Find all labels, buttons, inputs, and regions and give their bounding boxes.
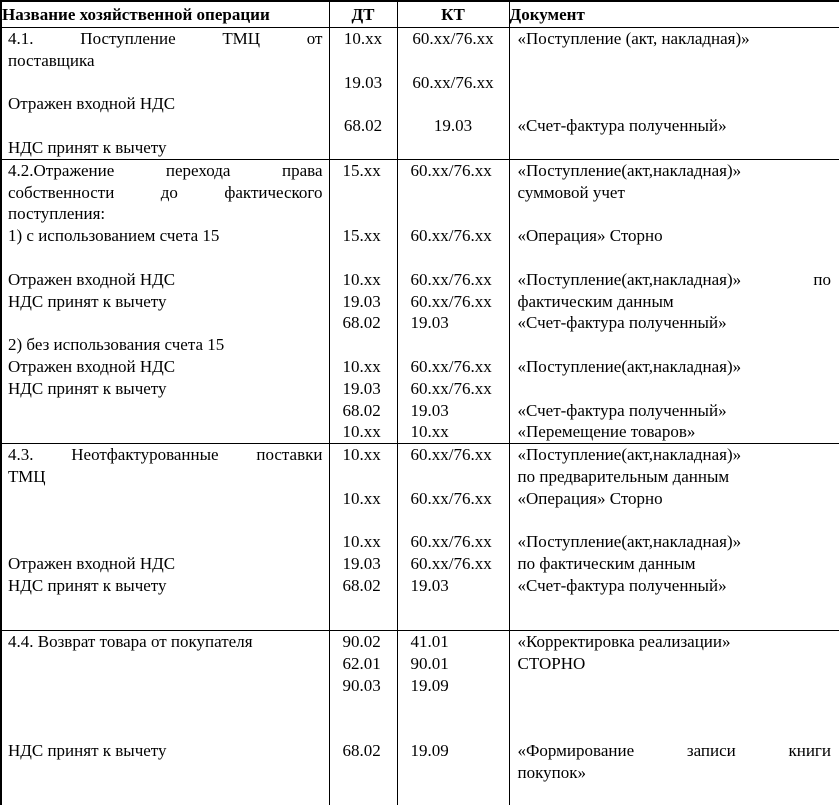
debit-cell (329, 159, 397, 443)
operation-line-word: 4.2.Отражение (8, 160, 115, 180)
header-row (1, 1, 839, 28)
credit-value: 60.xx/76.xx (410, 378, 492, 398)
debit-value (330, 50, 397, 72)
credit-value (398, 93, 509, 115)
document-cell (509, 159, 839, 443)
document-line-word: записи (686, 741, 736, 761)
credit-value (398, 203, 509, 225)
debit-value: 68.02 (343, 116, 383, 136)
document-line (510, 72, 839, 94)
credit-value: 19.09 (410, 741, 449, 761)
operation-line-word: фактического (224, 182, 323, 202)
operation-line (2, 762, 329, 784)
operation-line: Отражен входной НДС (8, 94, 176, 114)
operation-line: НДС принят к вычету (8, 291, 167, 311)
credit-cell (397, 159, 509, 443)
debit-value (330, 510, 397, 532)
document-line: «Счет-фактура полученный» (517, 575, 727, 595)
operation-line-word: права (282, 160, 323, 180)
document-line (510, 203, 839, 225)
debit-value (330, 137, 397, 159)
operation-line: 2) без использования счета 15 (8, 335, 225, 355)
credit-value: 60.xx/76.xx (410, 226, 492, 246)
operation-line-word: собственности (8, 182, 115, 202)
credit-cell (397, 444, 509, 631)
debit-value: 10.xx (342, 488, 381, 508)
section-row-4-2 (1, 159, 839, 443)
credit-value (398, 334, 509, 356)
document-line: «Поступление(акт,накладная)» (517, 445, 742, 465)
credit-value: 60.xx/76.xx (412, 72, 494, 92)
credit-value: 19.09 (410, 675, 449, 695)
operation-line: Отражен входной НДС (8, 554, 176, 574)
credit-cell (397, 631, 509, 805)
debit-value (330, 718, 397, 740)
operation-line: Отражен входной НДС (8, 356, 176, 376)
credit-value: 60.xx/76.xx (410, 532, 492, 552)
debit-cell (329, 28, 397, 160)
document-cell (509, 28, 839, 160)
document-line-word: по (813, 269, 831, 289)
document-line (510, 93, 839, 115)
credit-value: 41.01 (410, 632, 449, 652)
document-line (510, 740, 839, 762)
operation-line (2, 247, 329, 269)
operation-line (2, 182, 329, 204)
credit-value: 19.03 (433, 116, 473, 136)
credit-value (398, 466, 509, 488)
debit-value (330, 334, 397, 356)
document-line: «Поступление(акт,накладная)» (517, 160, 742, 180)
document-line: суммовой учет (517, 182, 625, 202)
document-line (510, 269, 839, 291)
operation-line (2, 115, 329, 137)
operation-line: НДС принят к вычету (8, 575, 167, 595)
credit-value (398, 137, 509, 159)
debit-value: 10.xx (343, 29, 383, 48)
operation-line: поставщика (8, 50, 95, 70)
document-line-word: книги (788, 741, 831, 761)
debit-value: 10.xx (342, 532, 381, 552)
operation-line-word: поставки (256, 445, 323, 465)
credit-value (398, 247, 509, 269)
operation-cell (1, 631, 329, 805)
debit-value (330, 247, 397, 269)
credit-value (398, 718, 509, 740)
operation-line-word: ТМЦ (222, 29, 260, 48)
credit-value (398, 50, 509, 72)
operation-line: ТМЦ (8, 466, 46, 486)
credit-value: 60.xx/76.xx (410, 269, 492, 289)
operation-line: Отражен входной НДС (8, 269, 176, 289)
document-line: «Операция» Сторно (517, 488, 663, 508)
credit-cell (397, 28, 509, 160)
section-row-4-3 (1, 444, 839, 631)
debit-value: 68.02 (342, 400, 381, 420)
debit-cell (329, 631, 397, 805)
debit-value (330, 697, 397, 719)
credit-value: 60.xx/76.xx (410, 488, 492, 508)
operation-line: 1) с использованием счета 15 (8, 226, 220, 246)
section-row-4-1 (1, 28, 839, 160)
debit-value: 19.03 (342, 291, 381, 311)
operation-line (2, 510, 329, 532)
credit-value: 90.01 (410, 653, 449, 673)
document-line-word: «Поступление(акт,накладная)» (517, 269, 742, 289)
credit-value (398, 182, 509, 204)
operation-line: 4.4. Возврат товара от покупателя (8, 632, 253, 652)
credit-value (398, 697, 509, 719)
operation-line (2, 718, 329, 740)
operation-line-word: от (306, 29, 323, 48)
document-line (510, 50, 839, 72)
debit-value: 15.xx (342, 160, 381, 180)
debit-value: 19.03 (343, 72, 383, 92)
operation-line: НДС принят к вычету (8, 741, 167, 761)
debit-value (330, 182, 397, 204)
document-line: «Счет-фактура полученный» (517, 313, 727, 333)
document-line: «Операция» Сторно (517, 226, 663, 246)
debit-value: 90.02 (342, 632, 381, 652)
document-line: СТОРНО (517, 653, 586, 673)
operation-line-word: Неотфактурованные (71, 445, 219, 465)
document-line: «Счет-фактура полученный» (517, 400, 727, 420)
debit-value (330, 466, 397, 488)
debit-value: 10.xx (342, 445, 381, 465)
document-cell (509, 444, 839, 631)
document-line: «Корректировка реализации» (517, 632, 731, 652)
operation-line-word: перехода (165, 160, 231, 180)
document-line (510, 334, 839, 356)
col-header-document: Документ (509, 1, 839, 28)
document-line: «Счет-фактура полученный» (517, 116, 727, 136)
debit-value (330, 93, 397, 115)
operation-line (2, 421, 329, 443)
operation-line: поступления: (8, 204, 106, 224)
col-header-credit: КТ (397, 1, 509, 28)
debit-value: 68.02 (342, 313, 381, 333)
debit-value: 15.xx (342, 226, 381, 246)
operation-line-word: до (160, 182, 178, 202)
operation-line (2, 72, 329, 94)
operation-line (2, 488, 329, 510)
operation-line (2, 312, 329, 334)
debit-value (330, 203, 397, 225)
operation-line (2, 531, 329, 553)
debit-value: 19.03 (342, 378, 381, 398)
credit-value (398, 762, 509, 784)
document-line: фактическим данным (517, 291, 674, 311)
credit-value: 19.03 (410, 313, 449, 333)
debit-cell (329, 444, 397, 631)
document-line: по фактическим данным (517, 554, 696, 574)
operation-line (2, 28, 329, 50)
document-line: «Поступление (акт, накладная)» (517, 29, 750, 48)
document-line (510, 718, 839, 740)
document-line (510, 697, 839, 719)
credit-value: 60.xx/76.xx (410, 356, 492, 376)
credit-value (398, 510, 509, 532)
operation-line: НДС принят к вычету (8, 137, 167, 157)
document-line (510, 675, 839, 697)
operation-cell (1, 444, 329, 631)
credit-value: 60.xx/76.xx (410, 291, 492, 311)
operation-line (2, 400, 329, 422)
operation-cell (1, 159, 329, 443)
credit-value: 60.xx/76.xx (410, 160, 492, 180)
credit-value: 19.03 (410, 575, 449, 595)
debit-value: 62.01 (342, 653, 381, 673)
col-header-operation-name: Название хозяйственной операции (1, 1, 329, 28)
debit-value: 10.xx (342, 422, 381, 442)
document-line: «Перемещение товаров» (517, 422, 696, 442)
credit-value: 60.xx/76.xx (410, 554, 492, 574)
debit-value: 10.xx (342, 269, 381, 289)
credit-value: 60.xx/76.xx (412, 29, 494, 48)
document-line (510, 510, 839, 532)
debit-value: 90.03 (342, 675, 381, 695)
operation-line-word: 4.1. (8, 29, 34, 48)
document-line (510, 137, 839, 159)
document-line: «Поступление(акт,накладная)» (517, 532, 742, 552)
debit-value: 19.03 (342, 554, 381, 574)
operation-line: НДС принят к вычету (8, 378, 167, 398)
credit-value: 19.03 (410, 400, 449, 420)
debit-value: 68.02 (342, 741, 381, 761)
document-cell (509, 631, 839, 805)
document-line (510, 378, 839, 400)
operation-cell (1, 28, 329, 160)
operation-line (2, 160, 329, 182)
debit-value (330, 762, 397, 784)
operation-line (2, 444, 329, 466)
document-line (510, 247, 839, 269)
col-header-debit: ДТ (329, 1, 397, 28)
document-line: по предварительным данным (517, 466, 730, 486)
operation-line (2, 675, 329, 697)
operation-line (2, 697, 329, 719)
section-row-4-4 (1, 631, 839, 805)
operation-line-word: Поступление (80, 29, 176, 48)
credit-value: 10.xx (410, 422, 449, 442)
debit-value: 10.xx (342, 356, 381, 376)
operation-line-word: 4.3. (8, 445, 34, 465)
document-line: покупок» (517, 762, 586, 782)
document-line-word: «Формирование (517, 741, 635, 761)
credit-value: 60.xx/76.xx (410, 445, 492, 465)
operation-line (2, 653, 329, 675)
document-line: «Поступление(акт,накладная)» (517, 356, 742, 376)
debit-value: 68.02 (342, 575, 381, 595)
